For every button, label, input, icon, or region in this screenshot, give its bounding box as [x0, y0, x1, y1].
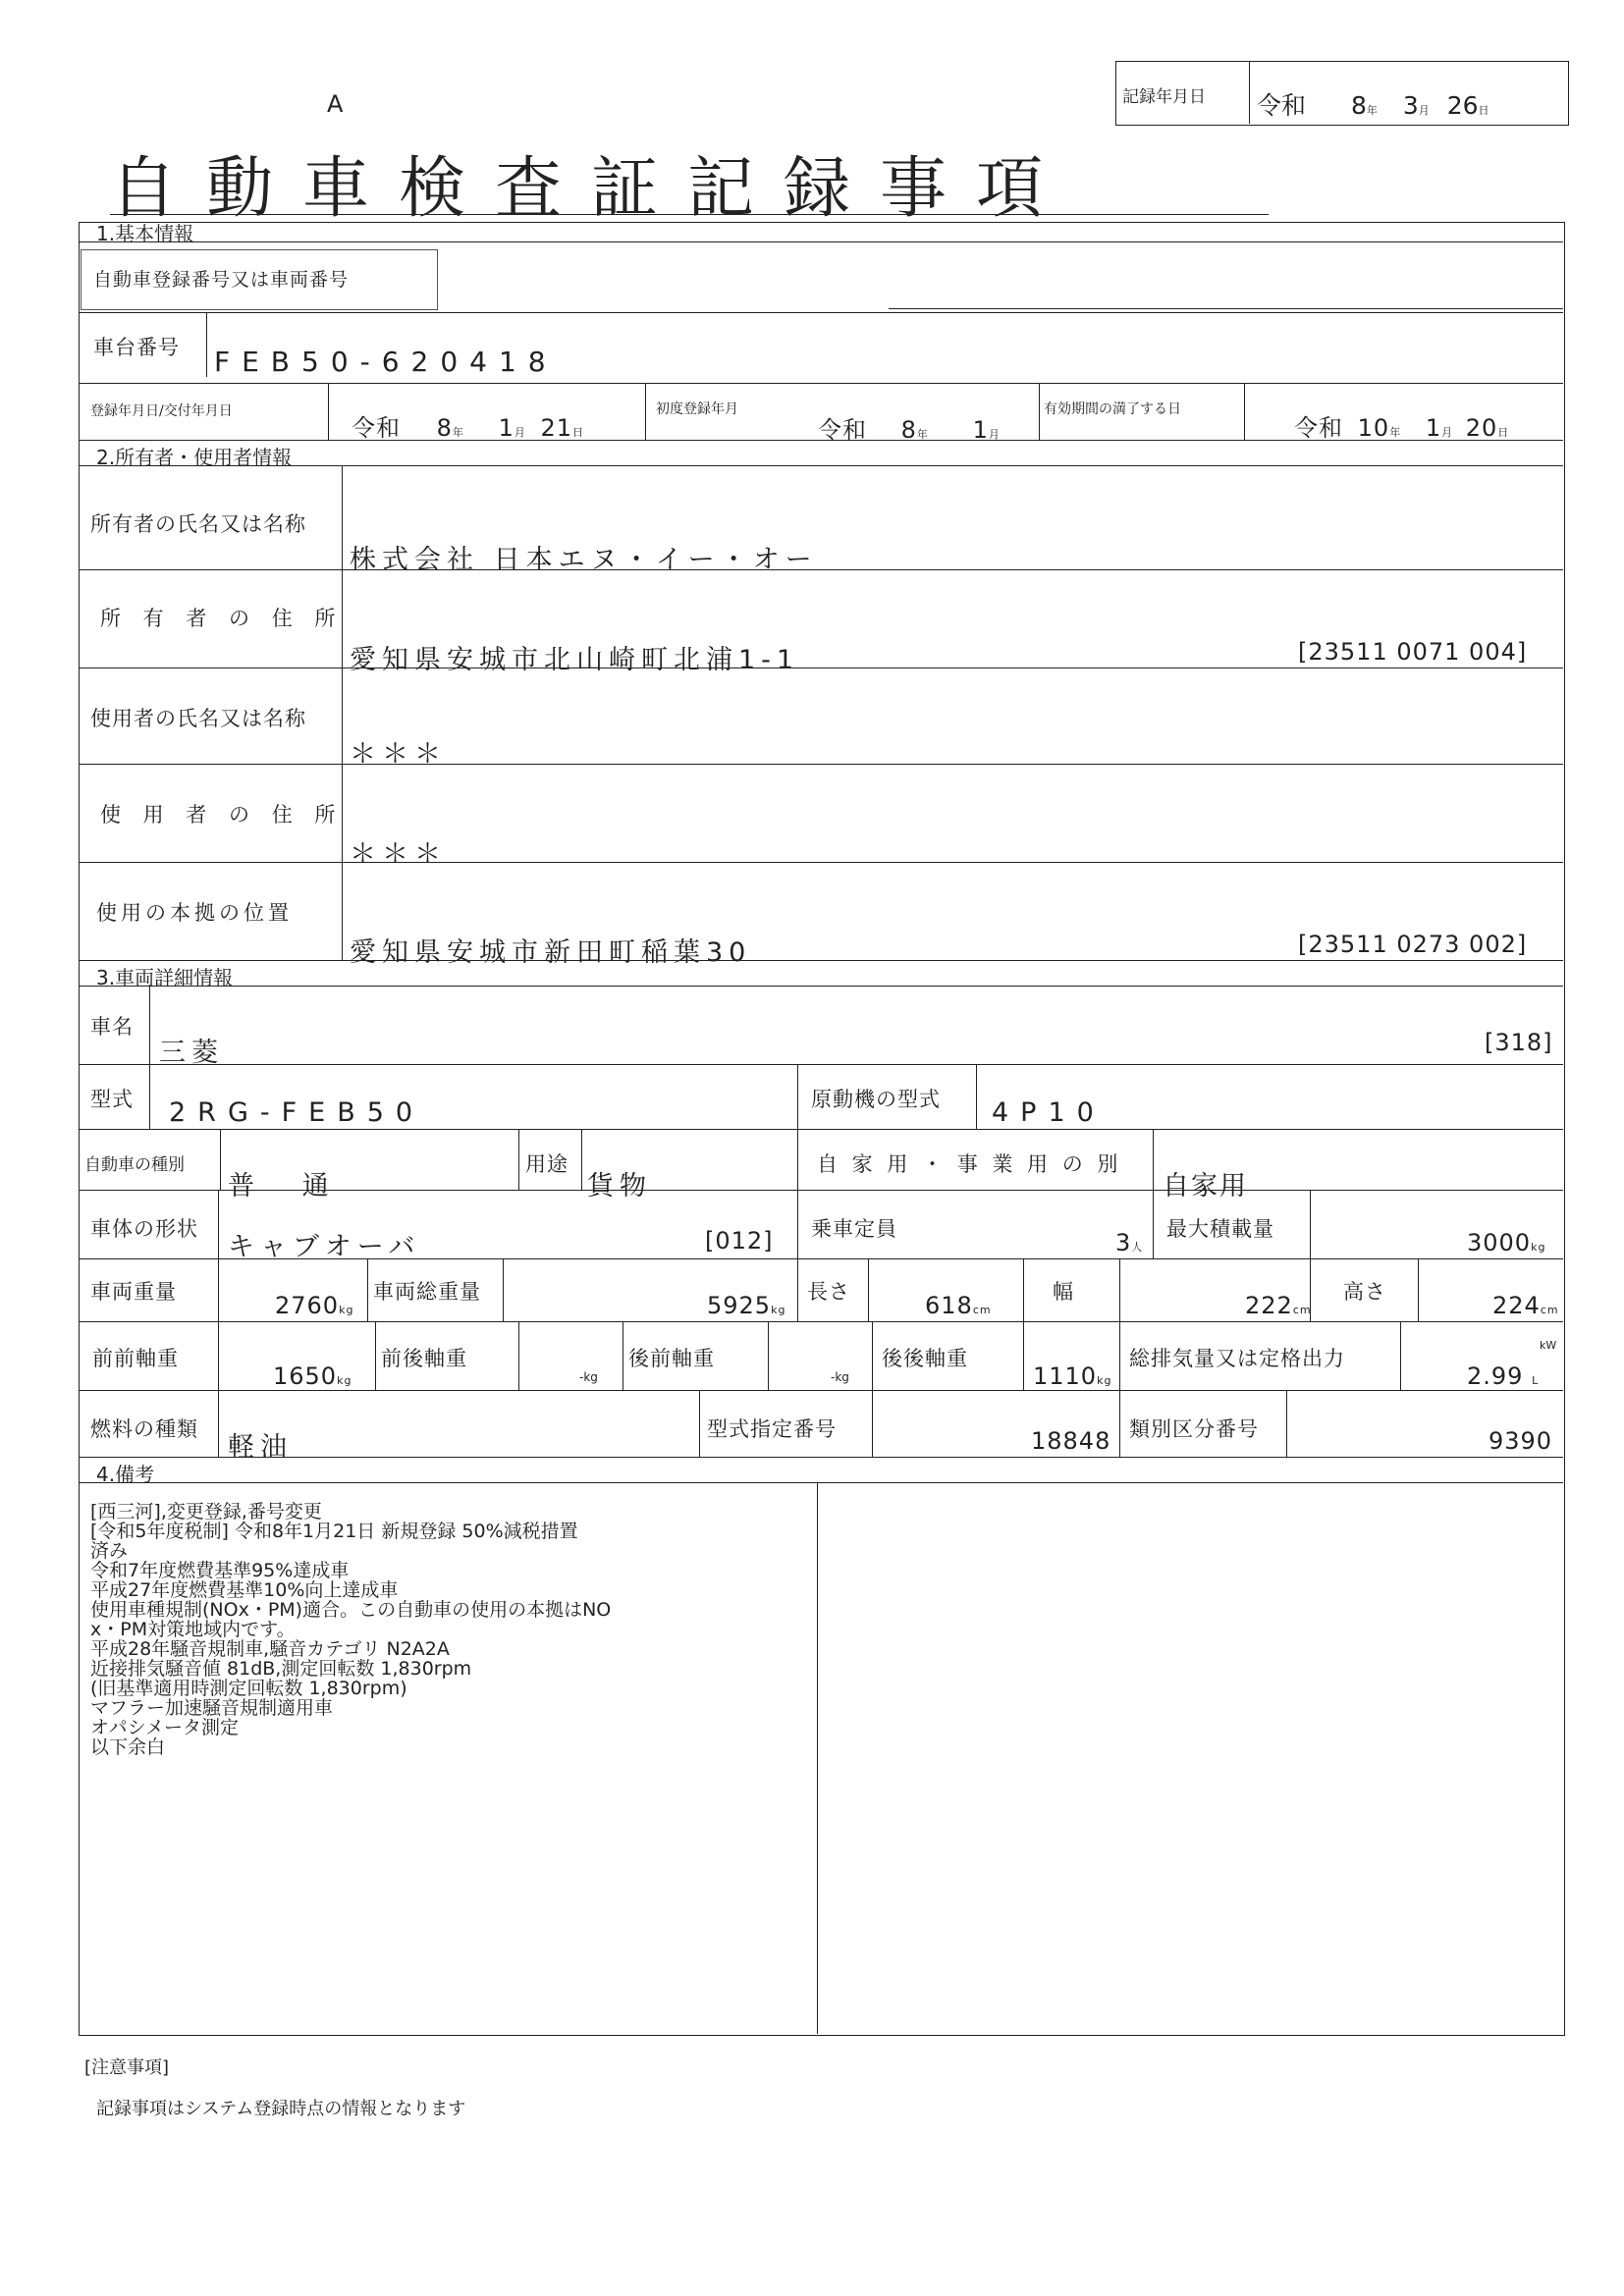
expiry-era: 令和: [1294, 414, 1343, 442]
remark-line: マフラー加速騒音規制適用車: [90, 1697, 334, 1719]
capacity-value: [1115, 1229, 1143, 1256]
first-reg-year-unit: 年: [916, 428, 929, 441]
reg-date-year-unit: 年: [452, 426, 464, 439]
first-reg-year: 8: [900, 416, 917, 444]
owner-name-label: 所有者の氏名又は名称: [90, 512, 306, 536]
displacement-unit-l: L: [1532, 1374, 1540, 1387]
displacement-number: 2.99: [1467, 1362, 1524, 1390]
base-location-label: 使用の本拠の位置: [96, 901, 293, 925]
remark-line: 済み: [90, 1540, 129, 1562]
record-date-year-unit: 年: [1366, 104, 1378, 117]
reg-date-day: 21: [540, 414, 573, 442]
user-address-label: 使 用 者 の 住 所: [100, 803, 344, 827]
remark-line: 使用車種規制(NOx・PM)適合。この自動車の使用の本拠はNO: [90, 1599, 612, 1621]
vehicle-kind-value: 普 通: [228, 1171, 349, 1201]
max-load-label: 最大積載量: [1166, 1217, 1274, 1241]
capacity-number: 3: [1115, 1229, 1132, 1256]
record-date-month-unit: 月: [1418, 104, 1430, 117]
rear-rear-axle-unit: kg: [1097, 1374, 1112, 1387]
height-unit: cm: [1540, 1304, 1559, 1316]
front-front-axle-label: 前前軸重: [92, 1347, 179, 1370]
displacement-label: 総排気量又は定格出力: [1129, 1347, 1345, 1370]
remark-line: 以下余白: [90, 1736, 166, 1758]
model-label: 型式: [90, 1088, 134, 1111]
height-value: [1492, 1292, 1559, 1319]
remark-line: オパシメータ測定: [90, 1717, 240, 1738]
remark-line: (旧基準適用時測定回転数 1,830rpm): [90, 1678, 407, 1699]
chassis-label: 車台番号: [93, 336, 180, 359]
record-date-day: 26: [1446, 91, 1479, 120]
first-reg-month-unit: 月: [988, 428, 1001, 441]
remark-line: 平成27年度燃費基準10%向上達成車: [90, 1579, 399, 1601]
corner-mark: A: [327, 90, 344, 118]
remarks-list: [90, 1502, 611, 1757]
fuel-type-label: 燃料の種類: [90, 1417, 198, 1441]
record-date-label: 記録年月日: [1122, 87, 1206, 107]
first-reg-era: 令和: [818, 416, 867, 444]
user-address-value: ＊＊＊: [350, 839, 447, 870]
base-location-value: 愛知県安城市新田町稲葉30: [350, 937, 752, 968]
rear-rear-axle-number: 1110: [1033, 1362, 1098, 1390]
title-underline: [110, 214, 1269, 215]
height-label: 高さ: [1343, 1280, 1386, 1304]
car-name-value: 三菱: [159, 1038, 224, 1068]
base-location-code: [23511 0273 002]: [1298, 931, 1528, 958]
vehicle-use-value: 貨物: [587, 1171, 652, 1201]
engine-model-label: 原動機の型式: [811, 1088, 941, 1111]
displacement-value: [1467, 1362, 1539, 1390]
remark-line: [西三河],変更登録,番号変更: [90, 1501, 322, 1522]
body-shape-value: キャブオーバ: [228, 1232, 421, 1262]
gross-weight-number: 5925: [707, 1292, 772, 1319]
notice-text: 記録事項はシステム登録時点の情報となります: [96, 2099, 466, 2119]
gross-weight-value: [707, 1292, 785, 1319]
car-name-label: 車名: [90, 1015, 134, 1039]
max-load-unit: kg: [1531, 1241, 1546, 1254]
vehicle-weight-value: [275, 1292, 353, 1319]
section-owner-header: 2.所有者・使用者情報: [96, 446, 293, 469]
first-reg-label: 初度登録年月: [656, 401, 738, 417]
model-value: 2RG-FEB50: [169, 1097, 425, 1128]
reg-date-month: 1: [498, 414, 514, 442]
width-unit: cm: [1292, 1304, 1312, 1316]
front-front-axle-value: [273, 1362, 352, 1390]
owner-address-label: 所 有 者 の 住 所: [100, 607, 344, 630]
length-label: 長さ: [807, 1280, 850, 1304]
engine-model-value: 4P10: [992, 1097, 1106, 1128]
gross-weight-unit: kg: [771, 1304, 786, 1316]
rear-front-axle-unit: kg: [835, 1370, 849, 1384]
width-value: [1245, 1292, 1312, 1319]
rear-front-axle-label: 後前軸重: [628, 1347, 715, 1370]
expiry-day: 20: [1465, 414, 1498, 442]
notice-header: [注意事項]: [84, 2057, 170, 2078]
owner-name-value: 株式会社 日本エヌ・イー・オー: [350, 545, 818, 575]
capacity-unit: 人: [1131, 1241, 1144, 1254]
reg-number-label: 自動車登録番号又は車両番号: [93, 269, 350, 291]
car-name-code: [318]: [1485, 1029, 1553, 1056]
expiry-label: 有効期間の満了する日: [1044, 401, 1181, 417]
height-number: 224: [1492, 1292, 1541, 1319]
displacement-unit-kw: kW: [1540, 1339, 1557, 1352]
vehicle-weight-label: 車両重量: [90, 1280, 177, 1304]
gross-weight-label: 車両総重量: [373, 1280, 481, 1304]
private-business-label: 自 家 用 ・ 事 業 用 の 別: [817, 1152, 1122, 1176]
reg-date-year: 8: [436, 414, 453, 442]
width-label: 幅: [1053, 1280, 1074, 1304]
vehicle-kind-label: 自動車の種別: [84, 1155, 185, 1175]
reg-date-era: 令和: [352, 414, 401, 442]
front-rear-axle-unit: kg: [583, 1370, 598, 1384]
first-reg-month: 1: [972, 416, 989, 444]
page-title: 自動車検査証記録事項: [110, 150, 1073, 228]
remark-line: 平成28年騒音規制車,騒音カテゴリ N2A2A: [90, 1638, 450, 1660]
expiry-year-unit: 年: [1389, 426, 1402, 439]
expiry-month: 1: [1425, 414, 1442, 442]
vehicle-use-label: 用途: [525, 1152, 568, 1176]
remark-line: x・PM対策地域内です。: [90, 1619, 296, 1640]
front-front-axle-number: 1650: [273, 1362, 338, 1390]
private-business-value: 自家用: [1163, 1171, 1248, 1201]
vehicle-weight-number: 2760: [275, 1292, 340, 1319]
type-designation-value: 18848: [1031, 1427, 1111, 1455]
width-number: 222: [1245, 1292, 1293, 1319]
record-date-day-unit: 日: [1478, 104, 1489, 117]
reg-date-day-unit: 日: [572, 426, 585, 439]
remark-line: 令和7年度燃費基準95%達成車: [90, 1560, 350, 1581]
front-front-axle-unit: kg: [337, 1374, 352, 1387]
class-number-value: 9390: [1489, 1427, 1553, 1455]
reg-date-month-unit: 月: [514, 426, 526, 439]
length-number: 618: [925, 1292, 973, 1319]
owner-address-value: 愛知県安城市北山崎町北浦1-1: [350, 645, 800, 675]
expiry-day-unit: 日: [1497, 426, 1510, 439]
record-date-value: [1257, 86, 1489, 122]
length-value: [925, 1292, 992, 1319]
rear-front-axle-value: [831, 1370, 849, 1384]
expiry-year: 10: [1357, 414, 1390, 442]
capacity-label: 乗車定員: [811, 1217, 897, 1241]
class-number-label: 類別区分番号: [1129, 1417, 1259, 1441]
expiry-month-unit: 月: [1441, 426, 1454, 439]
vehicle-weight-unit: kg: [339, 1304, 354, 1316]
expiry-value: [1294, 408, 1509, 443]
record-date-month: 3: [1402, 91, 1419, 120]
rear-front-axle-number: -: [831, 1370, 836, 1384]
front-rear-axle-number: -: [579, 1370, 584, 1384]
section-basic-header: 1.基本情報: [96, 222, 194, 245]
type-designation-label: 型式指定番号: [707, 1417, 837, 1441]
front-rear-axle-value: [579, 1370, 598, 1384]
record-date-year: 8: [1350, 91, 1367, 120]
owner-address-code: [23511 0071 004]: [1298, 638, 1528, 666]
fuel-type-value: 軽油: [228, 1432, 293, 1463]
front-rear-axle-label: 前後軸重: [381, 1347, 467, 1370]
rear-rear-axle-value: [1033, 1362, 1111, 1390]
length-unit: cm: [972, 1304, 992, 1316]
remark-line: [令和5年度税制] 令和8年1月21日 新規登録 50%減税措置: [90, 1521, 578, 1542]
reg-date-value: [352, 408, 584, 443]
body-shape-label: 車体の形状: [90, 1217, 198, 1241]
record-date-era: 令和: [1257, 91, 1307, 120]
section-vehicle-header: 3.車両詳細情報: [96, 966, 234, 989]
rear-rear-axle-label: 後後軸重: [882, 1347, 968, 1370]
reg-date-label: 登録年月日/交付年月日: [90, 403, 233, 419]
body-shape-code: [012]: [705, 1227, 774, 1255]
user-name-value: ＊＊＊: [350, 739, 447, 770]
max-load-number: 3000: [1467, 1229, 1532, 1256]
remark-line: 近接排気騒音値 81dB,測定回転数 1,830rpm: [90, 1658, 472, 1680]
max-load-value: [1467, 1229, 1545, 1256]
user-name-label: 使用者の氏名又は名称: [90, 707, 306, 730]
section-remarks-header: 4.備考: [96, 1463, 155, 1486]
chassis-value: FEB50-620418: [214, 346, 558, 378]
